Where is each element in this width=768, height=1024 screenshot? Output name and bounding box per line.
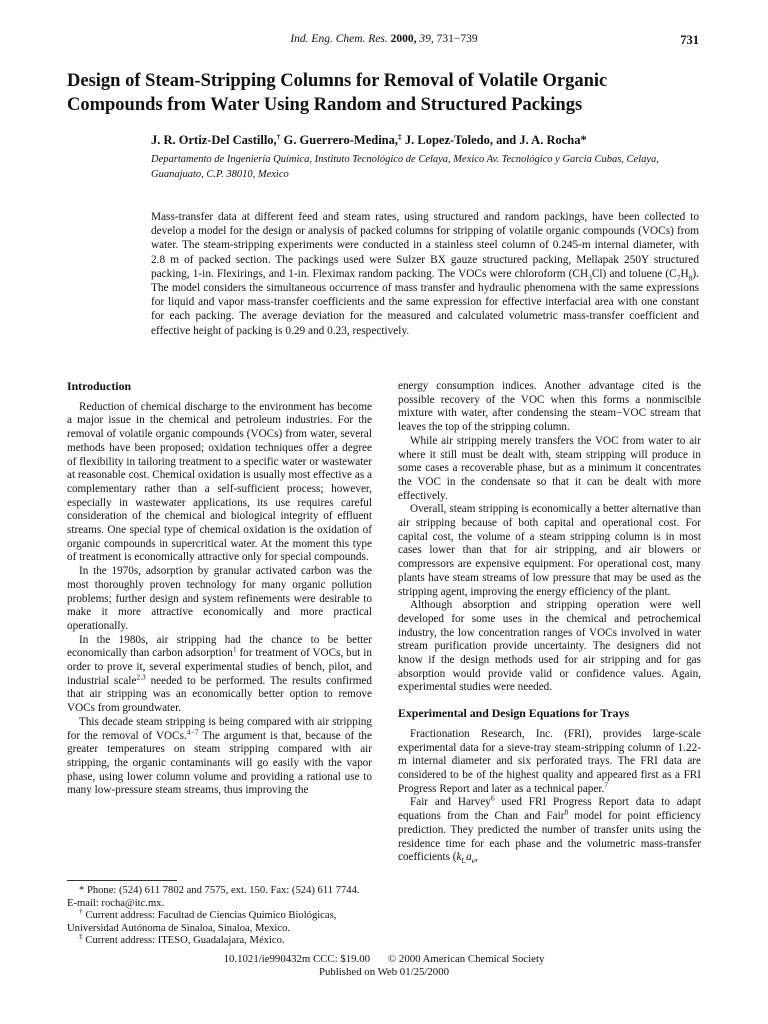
chem-subscript: 8: [688, 273, 693, 283]
paper-title: Design of Steam-Stripping Columns for Removal of Volatile Organic Compounds from Water Using Random and Structured Packings: [67, 71, 608, 115]
text-run: needed to be performed. The results confirmed that air stripping was an economically better option to remove VOCs from groundwater.: [67, 674, 372, 715]
author-list: [151, 133, 587, 148]
paragraph: Although absorption and stripping operation were well developed for some uses in the chemical and petrochemical industry, the low concentration ranges of VOCs involved in water stream purification provide uncertainty. The designers did not know if the design methods used for air stripping and for gas absorption would provide valid or confidence values. Again, experimental studies were needed.: [398, 599, 701, 694]
doi-line: 10.1021/ie990432m CCC: $19.00: [223, 953, 371, 965]
page-number: 731: [680, 33, 699, 47]
text-run: The argument is that, because of the greater temperatures on steam stripping compared with air stripping, the organic contaminants will go easily with the vapor phase, using lower column volume and providing a rational use to many low-pressure steam streams, thus improving the: [67, 729, 372, 797]
author-2-mark: ‡: [398, 131, 402, 141]
paragraph: Overall, steam stripping is economically a better alternative than air stripping because of both capital and operational cost. For capital cost, the volume of a steam stripping column is in most cases lower than that for air stripping, and air blowers or compressors are expensive equipment. For operational cost, many plants have steam streams of low pressure that may be used as the stripping agent, improving the energy efficiency of the plant.: [398, 503, 701, 598]
paragraph: [67, 634, 372, 716]
chem-subscript: 7: [676, 273, 681, 283]
text-run: Fair and Harvey: [410, 796, 491, 809]
math-subscript: L: [461, 856, 467, 866]
abstract-text-1: Mass-transfer data at different feed and steam rates, using structured and random packings, have been collected to develop a model for the design or analysis of packed columns for stripping of volatile organic compounds (VOCs) from water. The steam-stripping experiments were conducted in a stainless steel column of 0.245-m internal diameter, with 2.8 m of packed section. The packings used were Sulzer BX gauze structured packing, Mellapak 250Y structured packing, 1-in. Flexirings, and 1-in. Fleximax random packing. The VOCs were chloroform (CH: [151, 211, 699, 280]
author-2: G. Guerrero-Medina,: [280, 133, 398, 147]
text-run: This decade steam stripping is being compared with air stripping for the removal of VOCs.: [67, 715, 372, 742]
author-1: J. R. Ortiz-Del Castillo,: [151, 133, 277, 147]
paragraph: Reduction of chemical discharge to the environment has become a major issue in the chemical and petroleum industries. For the removal of volatile organic compounds (VOCs) from water, several methods have been proposed; oxidation techniques offer a degree of flexibility in tailoring treatment to a specific water or wastewater at reasonable cost. Chemical oxidation is usually most effective as a complementary rather than a self-sufficient process; however, especially in wastewater applications, its use requires careful consideration of the chemical and biological integrity of effluent streams. One special type of chemical oxidation is the oxidation of organic compounds in supercritical water. At the moment this type of treatment is economically attractive only for special compounds.: [67, 400, 372, 564]
author-3-4: J. Lopez-Toledo, and J. A. Rocha*: [401, 133, 587, 147]
abstract-text-2: Cl) and toluene (C: [591, 267, 677, 280]
abstract-text-4: ). The model considers the simultaneous occurrence of mass transfer and hydraulic phenomena with the same expressions for liquid and vapor mass-transfer coefficients and the same expression for effective interfacial area with one constant for each packing. The average deviation for the measured and calculated volumetric mass-transfer coefficient and effective height of packing is 0.29 and 0.23, respectively.: [151, 267, 699, 337]
affiliation: Departamento de Ingeniería Química, Instituto Tecnológico de Celaya, Mexico Av. Tecnológico y Garcia Cubas, Celaya, Guanajuato, C.P. 38010, Mexico: [151, 154, 659, 180]
footnote-current-address-2: [67, 931, 372, 948]
published-date: Published on Web 01/25/2000: [319, 965, 449, 978]
text-run: for treatment of VOCs, but in order to prove it, several experimental studies of bench, pilot, and industrial scale: [67, 647, 372, 687]
citation: 2,3: [136, 672, 146, 682]
copyright: © 2000 American Chemical Society: [388, 953, 545, 965]
page-footer: [0, 953, 768, 978]
text-run: model for point efficiency prediction. They predicted the number of transfer units using the residence time for each phase and the volumetric mass-transfer coefficients (: [398, 810, 701, 864]
footnote-corresponding: * Phone: (524) 611 7802 and 7575, ext. 150. Fax: (524) 611 7744. E-mail: rocha@itc.mx.: [67, 885, 360, 909]
math-subscript: e: [471, 856, 475, 866]
abstract-text-3: H: [680, 267, 689, 280]
footnote-mark: ‡: [79, 931, 83, 941]
journal-volume: 39,: [419, 33, 434, 45]
footnote-mark: †: [79, 906, 83, 916]
paragraph: energy consumption indices. Another advantage cited is the possible recovery of the VOC when this forms a nonmiscible mixture with water, after condensing the steam−VOC stream that leaves the top of the stripping column.: [398, 380, 701, 434]
paragraph: In the 1970s, adsorption by granular activated carbon was the most thoroughly proven technology for many organic pollution problems; further design and system refinements were desirable to make it more attractive economically and more practical operationally.: [67, 565, 372, 632]
citation: 4−7: [186, 726, 199, 736]
footnote-text: Current address: Facultad de Ciencias Químico Biológicas, Universidad Autónoma de Sinaloa, Sinaloa, Mexico.: [67, 910, 337, 934]
paragraph: [67, 716, 372, 798]
footnotes: [67, 880, 372, 948]
right-column: [398, 380, 701, 865]
section-heading-trays: Experimental and Design Equations for Trays: [398, 706, 630, 721]
paragraph: While air stripping merely transfers the VOC from water to air where it still must be dealt with, steam stripping will produce in some cases a recoverable phase, but as a minimum it concentrates the VOC in the condensate so that it can be dealt with more effectively.: [398, 434, 701, 502]
abstract: [151, 210, 699, 338]
left-column: [67, 380, 372, 798]
footer-line-1: [0, 953, 768, 966]
text-run: Fractionation Research, Inc. (FRI), provides large-scale experimental data for a sieve-tray steam-stripping column of 1.22-m internal diameter and six perforated trays. The FRI data are considered to be of the highest quality and appeared first as a FRI Progress Report and later as a technical paper.: [398, 727, 701, 795]
text-run: ,: [475, 851, 478, 864]
chem-subscript: 3: [588, 273, 592, 283]
journal-pages: 731−739: [436, 33, 478, 45]
journal-year: 2000,: [390, 33, 417, 45]
footnote-text: Current address: ITESO, Guadalajara, México.: [82, 935, 285, 947]
citation: 6: [490, 793, 495, 803]
author-1-mark: †: [276, 131, 281, 141]
text-run: used FRI Progress Report data to adapt equations from the Chan and Fair: [398, 796, 701, 823]
math-variable: k: [456, 851, 462, 864]
section-heading-introduction: Introduction: [67, 379, 132, 393]
citation: 7: [604, 779, 609, 789]
text-run: In the 1980s, air stripping had the chance to be better economically than carbon adsorption: [67, 633, 372, 660]
paragraph: [398, 793, 701, 866]
paragraph: [398, 728, 701, 797]
citation: 1: [232, 644, 237, 654]
footnote-current-address-1: [67, 906, 372, 935]
running-head: [0, 33, 768, 45]
citation: 8: [564, 807, 569, 817]
footnote-divider: [67, 880, 177, 881]
journal-name: Ind. Eng. Chem. Res.: [290, 33, 388, 45]
math-variable: a: [466, 851, 472, 864]
